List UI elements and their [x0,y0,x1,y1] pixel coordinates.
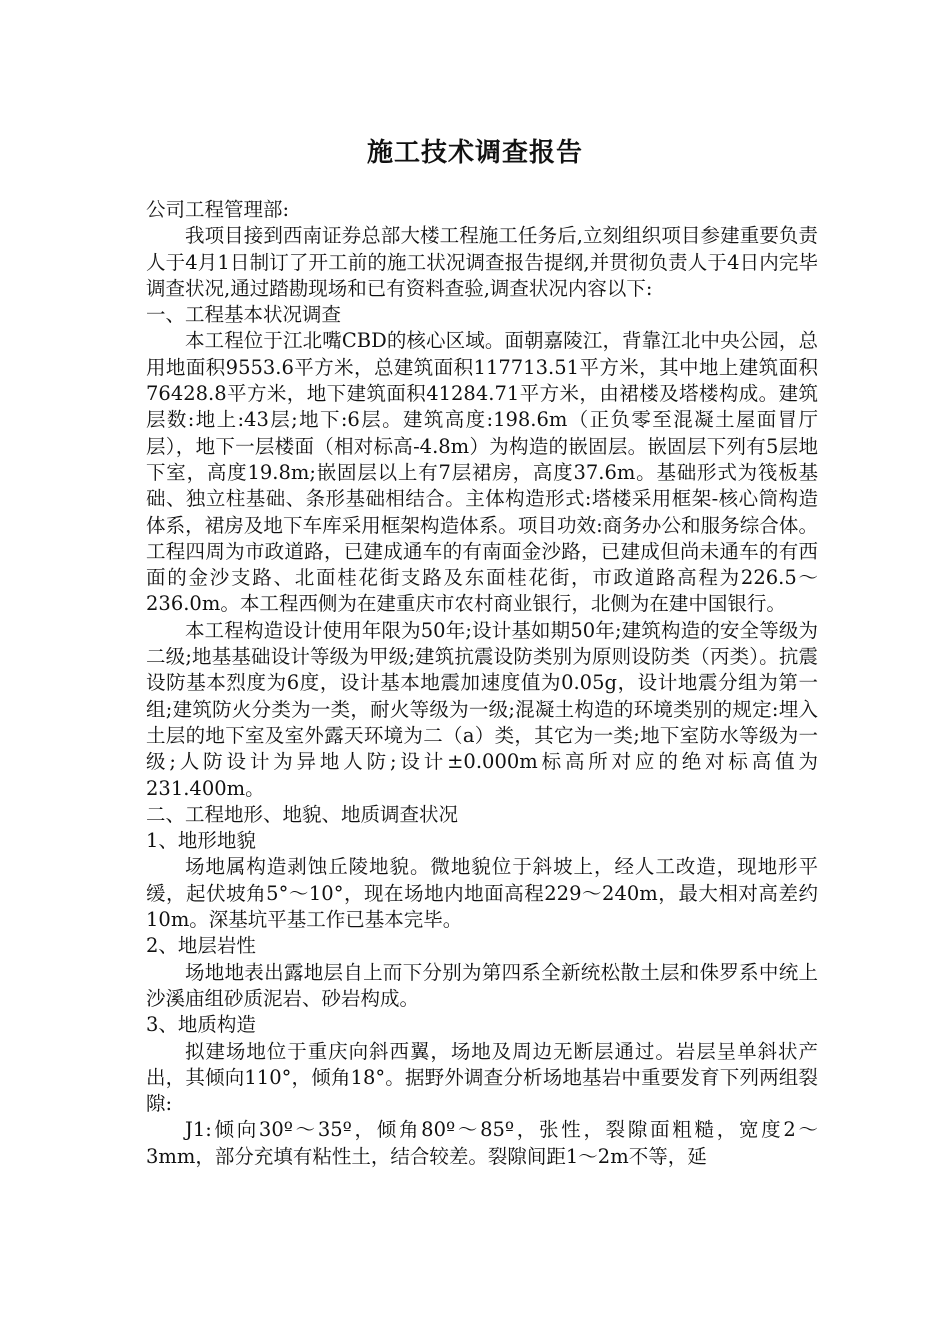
subsection-heading: 2、地层岩性 [146,934,256,958]
paragraph: 公司工程管理部: [146,198,290,221]
paragraph: 本工程位于江北嘴CBD的核心区域。面朝嘉陵江，背靠江北中央公园，总用地面积9553.6平方米，总建筑面积117713.51平方米，其中地上建筑面积76428.8平方米，地下建筑面积41284.71平方米，由裙楼及塔楼构成。建筑层数:地上:43层;地下:6层。建筑高度:198.6m（正负零至混凝土屋面冒厅层），地下一层楼面（相对标高-4.8m）为构造的嵌固层。嵌固层下列有5层地下室，高度19.8m;嵌固层以上有7层裙房，高度37.6m。基础形式为筏板基础、独立柱基础、条形基础相结合。主体构造形式:塔楼采用框架-核心筒构造体系，裙房及地下车库采用框架构造体系。项目功效:商务办公和服务综合体。工程四周为市政道路，已建成通车的有南面金沙路，已建成但尚未通车的有西面的金沙支路、北面桂花街支路及东面桂花街，市政道路高程为226.5～236.0m。本工程西侧为在建重庆市农村商业银行，北侧为在建中国银行。 [146,329,818,616]
subsection-heading: 3、地质构造 [146,1013,256,1037]
paragraph: 拟建场地位于重庆向斜西翼，场地及周边无断层通过。岩层呈单斜状产出，其倾向110°，倾角18°。据野外调查分析场地基岩中重要发育下列两组裂隙: [146,1039,818,1116]
paragraph: 我项目接到西南证券总部大楼工程施工任务后,立刻组织项目参建重要负责人于4月1日制订了开工前的施工状况调查报告提纲,并贯彻负责人于4日内完毕调查状况,通过踏勘现场和已有资料查验,调查状况内容以下: [146,224,818,300]
section-heading: 一、工程基本状况调查 [146,303,342,327]
subsection-heading: 1、地形地貌 [146,829,256,853]
document-title: 施工技术调查报告 [366,138,583,168]
paragraph: 场地地表出露地层自上而下分别为第四系全新统松散土层和侏罗系中统上沙溪庙组砂质泥岩、砂岩构成。 [146,960,818,1010]
paragraph: 场地属构造剥蚀丘陵地貌。微地貌位于斜坡上，经人工改造，现地形平缓，起伏坡角5°～10°，现在场地内地面高程229～240m，最大相对高差约10m。深基坑平基工作已基本完毕。 [146,855,818,932]
paragraph: 本工程构造设计使用年限为50年;设计基如期50年;建筑构造的安全等级为二级;地基基础设计等级为甲级;建筑抗震设防类别为原则设防类（丙类）。抗震设防基本烈度为6度，设计基本地震加速度值为0.05g，设计地震分组为第一组;建筑防火分类为一类，耐火等级为一级;混凝土构造的环境类别的规定:埋入土层的地下室及室外露天环境为二（a）类，其它为一类;地下室防水等级为一级;人防设计为异地人防;设计±0.000m标高所对应的绝对标高值为231.400m。 [146,618,818,800]
paragraph: J1:倾向30º～35º，倾角80º～85º，张性，裂隙面粗糙，宽度2～3mm，部分充填有粘性土，结合较差。裂隙间距1～2m不等，延 [146,1118,818,1168]
document-body [146,197,818,1170]
section-heading: 二、工程地形、地貌、地质调查状况 [146,802,459,826]
